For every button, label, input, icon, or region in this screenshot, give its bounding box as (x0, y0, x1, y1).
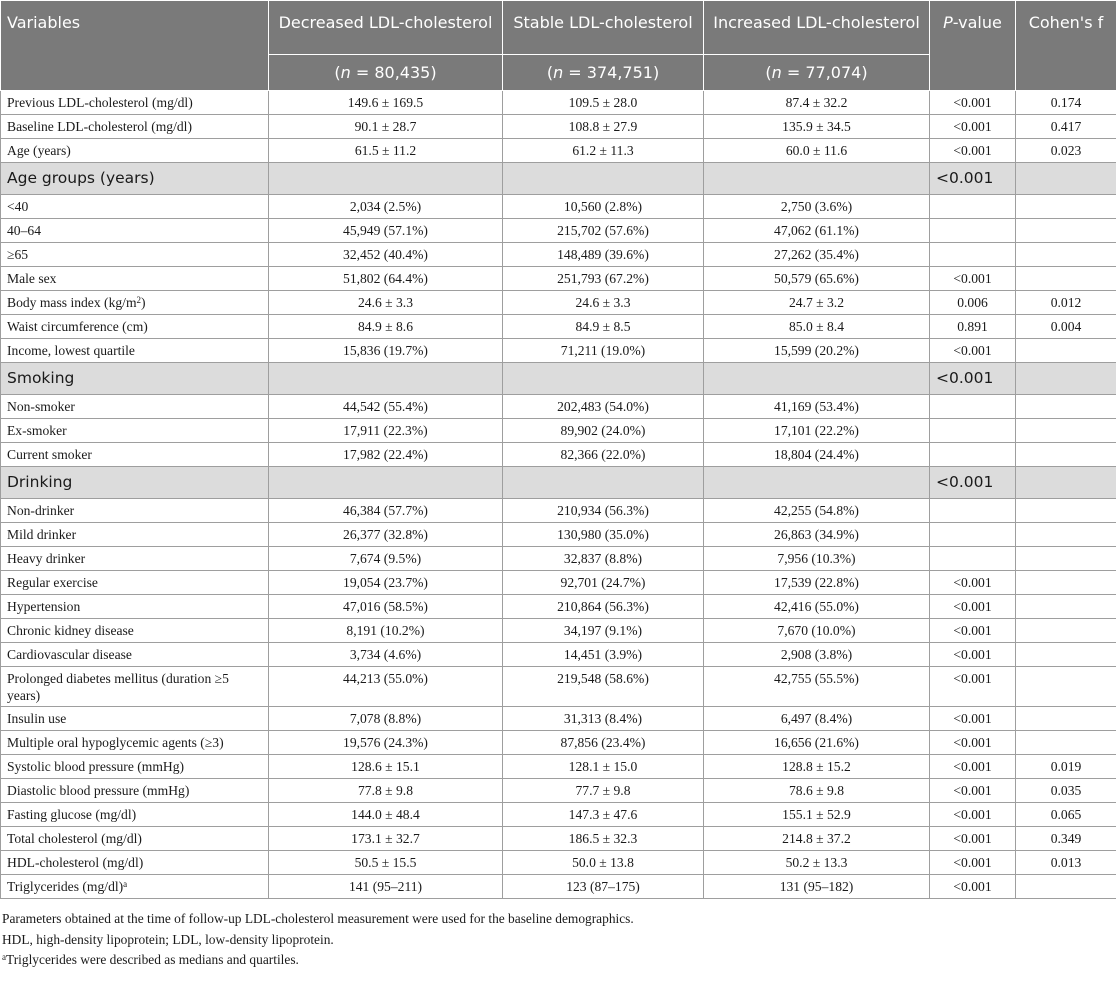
cell-increased: 7,670 (10.0%) (704, 619, 930, 643)
cell-increased: 42,755 (55.5%) (704, 667, 930, 707)
row-label: Income, lowest quartile (1, 339, 269, 363)
cell-decreased: 84.9 ± 8.6 (269, 315, 503, 339)
cell-p-value: <0.001 (930, 163, 1016, 195)
cell-decreased (269, 467, 503, 499)
cell-stable: 50.0 ± 13.8 (503, 851, 704, 875)
cell-cohens-f: 0.065 (1016, 803, 1116, 827)
row-label: Prolonged diabetes mellitus (duration ≥5 years) (1, 667, 269, 707)
cell-increased: 78.6 ± 9.8 (704, 779, 930, 803)
table-row (1, 667, 1116, 707)
cell-p-value: <0.001 (930, 571, 1016, 595)
cell-increased: 15,599 (20.2%) (704, 339, 930, 363)
cell-increased: 155.1 ± 52.9 (704, 803, 930, 827)
table-row (1, 339, 1116, 363)
table-group-row (1, 363, 1116, 395)
cell-increased (704, 363, 930, 395)
cell-p-value: <0.001 (930, 339, 1016, 363)
cell-cohens-f (1016, 443, 1116, 467)
cell-decreased: 149.6 ± 169.5 (269, 91, 503, 115)
cell-stable: 92,701 (24.7%) (503, 571, 704, 595)
cell-cohens-f (1016, 619, 1116, 643)
row-label: Current smoker (1, 443, 269, 467)
header-p-italic: P (943, 13, 953, 32)
row-label: Body mass index $(kg/m^2)$ (1, 291, 269, 315)
table-row (1, 643, 1116, 667)
cell-p-value: <0.001 (930, 643, 1016, 667)
row-label: HDL-cholesterol (mg/dl) (1, 851, 269, 875)
table-row (1, 523, 1116, 547)
cell-decreased: 144.0 ± 48.4 (269, 803, 503, 827)
cell-decreased: 19,054 (23.7%) (269, 571, 503, 595)
cell-p-value: <0.001 (930, 707, 1016, 731)
cell-decreased: 8,191 (10.2%) (269, 619, 503, 643)
cell-p-value: <0.001 (930, 467, 1016, 499)
cell-p-value (930, 243, 1016, 267)
cell-cohens-f (1016, 163, 1116, 195)
table-row (1, 803, 1116, 827)
table-row (1, 91, 1116, 115)
cell-stable: 31,313 (8.4%) (503, 707, 704, 731)
row-label: Age (years) (1, 139, 269, 163)
table-row (1, 499, 1116, 523)
row-label: Triglycerides $(mg/dl)^a$ (1, 875, 269, 899)
table-row (1, 731, 1116, 755)
row-label: Mild drinker (1, 523, 269, 547)
table-row (1, 419, 1116, 443)
cell-cohens-f: 0.023 (1016, 139, 1116, 163)
cell-decreased: 128.6 ± 15.1 (269, 755, 503, 779)
cell-increased: 42,255 (54.8%) (704, 499, 930, 523)
footnote-3: $^a$Triglycerides were described as medians and quartiles. (2, 952, 299, 967)
cell-increased: 24.7 ± 3.2 (704, 291, 930, 315)
row-label: Hypertension (1, 595, 269, 619)
cell-stable: 24.6 ± 3.3 (503, 291, 704, 315)
cell-cohens-f (1016, 243, 1116, 267)
cell-stable: 186.5 ± 32.3 (503, 827, 704, 851)
cell-decreased: 51,802 (64.4%) (269, 267, 503, 291)
row-label: Cardiovascular disease (1, 643, 269, 667)
header-increased: Increased LDL-cholesterol (704, 1, 930, 55)
cell-cohens-f (1016, 467, 1116, 499)
cell-increased: 17,539 (22.8%) (704, 571, 930, 595)
cell-decreased: 45,949 (57.1%) (269, 219, 503, 243)
cell-cohens-f: 0.012 (1016, 291, 1116, 315)
table-row (1, 707, 1116, 731)
cell-cohens-f: 0.349 (1016, 827, 1116, 851)
cell-decreased: 26,377 (32.8%) (269, 523, 503, 547)
cell-p-value: <0.001 (930, 267, 1016, 291)
cell-increased: 135.9 ± 34.5 (704, 115, 930, 139)
cell-stable: 14,451 (3.9%) (503, 643, 704, 667)
header-p-value (930, 1, 1016, 91)
cell-p-value (930, 443, 1016, 467)
cell-stable: 147.3 ± 47.6 (503, 803, 704, 827)
table-row (1, 395, 1116, 419)
cell-cohens-f (1016, 643, 1116, 667)
cell-cohens-f (1016, 219, 1116, 243)
row-label: Non-drinker (1, 499, 269, 523)
cell-cohens-f (1016, 667, 1116, 707)
footnote-1: Parameters obtained at the time of follow-up LDL-cholesterol measurement were used for the baseline demographics. (2, 911, 634, 926)
table-row (1, 115, 1116, 139)
cell-cohens-f (1016, 395, 1116, 419)
row-label: Waist circumference (cm) (1, 315, 269, 339)
cell-cohens-f (1016, 267, 1116, 291)
row-label: Smoking (1, 363, 269, 395)
cell-decreased: 47,016 (58.5%) (269, 595, 503, 619)
header-p-rest: -value (952, 13, 1002, 32)
cell-stable: 71,211 (19.0%) (503, 339, 704, 363)
row-label: Drinking (1, 467, 269, 499)
cell-cohens-f (1016, 571, 1116, 595)
cell-cohens-f (1016, 499, 1116, 523)
cell-p-value: <0.001 (930, 139, 1016, 163)
cell-cohens-f: 0.174 (1016, 91, 1116, 115)
cell-cohens-f (1016, 363, 1116, 395)
cell-stable: 128.1 ± 15.0 (503, 755, 704, 779)
row-label: Regular exercise (1, 571, 269, 595)
cell-increased: 2,750 (3.6%) (704, 195, 930, 219)
row-label: Baseline LDL-cholesterol (mg/dl) (1, 115, 269, 139)
cell-p-value: <0.001 (930, 875, 1016, 899)
cell-p-value (930, 195, 1016, 219)
cell-decreased: 173.1 ± 32.7 (269, 827, 503, 851)
row-label: Chronic kidney disease (1, 619, 269, 643)
cell-p-value: <0.001 (930, 755, 1016, 779)
cell-decreased: 24.6 ± 3.3 (269, 291, 503, 315)
cell-p-value: 0.891 (930, 315, 1016, 339)
cell-stable (503, 163, 704, 195)
cell-increased: 7,956 (10.3%) (704, 547, 930, 571)
row-label: Insulin use (1, 707, 269, 731)
cell-increased: 87.4 ± 32.2 (704, 91, 930, 115)
cell-decreased (269, 363, 503, 395)
cell-increased (704, 163, 930, 195)
cell-stable: 202,483 (54.0%) (503, 395, 704, 419)
cell-stable: 130,980 (35.0%) (503, 523, 704, 547)
cell-cohens-f (1016, 731, 1116, 755)
cell-p-value: <0.001 (930, 667, 1016, 707)
cell-cohens-f (1016, 523, 1116, 547)
cell-p-value: <0.001 (930, 851, 1016, 875)
cell-decreased (269, 163, 503, 195)
cell-increased: 18,804 (24.4%) (704, 443, 930, 467)
header-variables: Variables (1, 1, 269, 91)
row-label: 40–64 (1, 219, 269, 243)
cell-increased: 41,169 (53.4%) (704, 395, 930, 419)
cell-p-value: <0.001 (930, 595, 1016, 619)
table-group-row (1, 163, 1116, 195)
header-n-increased: (n = 77,074) (704, 55, 930, 91)
table-row (1, 619, 1116, 643)
cell-cohens-f (1016, 419, 1116, 443)
cell-p-value: <0.001 (930, 363, 1016, 395)
row-label: Non-smoker (1, 395, 269, 419)
cell-p-value: <0.001 (930, 619, 1016, 643)
cell-decreased: 44,542 (55.4%) (269, 395, 503, 419)
cell-cohens-f: 0.035 (1016, 779, 1116, 803)
cell-stable: 219,548 (58.6%) (503, 667, 704, 707)
header-n-stable: (n = 374,751) (503, 55, 704, 91)
cell-increased: 26,863 (34.9%) (704, 523, 930, 547)
cell-p-value: <0.001 (930, 803, 1016, 827)
cell-increased: 17,101 (22.2%) (704, 419, 930, 443)
header-cohens-f: Cohen's f (1016, 1, 1116, 91)
cell-increased: 214.8 ± 37.2 (704, 827, 930, 851)
table-footnotes (0, 909, 1116, 971)
cell-decreased: 17,982 (22.4%) (269, 443, 503, 467)
cell-decreased: 19,576 (24.3%) (269, 731, 503, 755)
cell-cohens-f (1016, 195, 1116, 219)
row-label: Systolic blood pressure (mmHg) (1, 755, 269, 779)
row-label: Ex-smoker (1, 419, 269, 443)
cell-stable: 32,837 (8.8%) (503, 547, 704, 571)
table-row (1, 139, 1116, 163)
cell-cohens-f (1016, 595, 1116, 619)
table-row (1, 547, 1116, 571)
cell-decreased: 141 (95–211) (269, 875, 503, 899)
row-label: Fasting glucose (mg/dl) (1, 803, 269, 827)
cell-p-value (930, 419, 1016, 443)
cell-decreased: 50.5 ± 15.5 (269, 851, 503, 875)
cell-p-value (930, 499, 1016, 523)
footnote-2: HDL, high-density lipoprotein; LDL, low-density lipoprotein. (2, 931, 334, 947)
cell-stable: 89,902 (24.0%) (503, 419, 704, 443)
table-row (1, 315, 1116, 339)
cell-increased: 128.8 ± 15.2 (704, 755, 930, 779)
cell-cohens-f (1016, 875, 1116, 899)
table-row (1, 571, 1116, 595)
row-label: Previous LDL-cholesterol (mg/dl) (1, 91, 269, 115)
cell-stable: 82,366 (22.0%) (503, 443, 704, 467)
cell-stable: 84.9 ± 8.5 (503, 315, 704, 339)
row-label: <40 (1, 195, 269, 219)
cell-cohens-f (1016, 707, 1116, 731)
cell-stable: 77.7 ± 9.8 (503, 779, 704, 803)
cell-stable: 61.2 ± 11.3 (503, 139, 704, 163)
table-header (1, 1, 1116, 91)
row-label: Multiple oral hypoglycemic agents (≥3) (1, 731, 269, 755)
cell-cohens-f: 0.013 (1016, 851, 1116, 875)
cell-cohens-f: 0.004 (1016, 315, 1116, 339)
cell-decreased: 90.1 ± 28.7 (269, 115, 503, 139)
cell-stable: 215,702 (57.6%) (503, 219, 704, 243)
cell-p-value (930, 395, 1016, 419)
table-row (1, 443, 1116, 467)
row-label: Total cholesterol (mg/dl) (1, 827, 269, 851)
header-stable: Stable LDL-cholesterol (503, 1, 704, 55)
cell-increased: 42,416 (55.0%) (704, 595, 930, 619)
cell-stable: 210,864 (56.3%) (503, 595, 704, 619)
row-label: Diastolic blood pressure (mmHg) (1, 779, 269, 803)
cell-stable: 10,560 (2.8%) (503, 195, 704, 219)
table-body (1, 91, 1116, 899)
cell-decreased: 15,836 (19.7%) (269, 339, 503, 363)
cell-decreased: 46,384 (57.7%) (269, 499, 503, 523)
cell-p-value (930, 547, 1016, 571)
table-row (1, 755, 1116, 779)
cell-p-value (930, 523, 1016, 547)
cell-stable: 109.5 ± 28.0 (503, 91, 704, 115)
cell-stable: 123 (87–175) (503, 875, 704, 899)
cell-increased: 85.0 ± 8.4 (704, 315, 930, 339)
header-n-decreased: (n = 80,435) (269, 55, 503, 91)
cell-p-value: <0.001 (930, 731, 1016, 755)
table-row (1, 779, 1116, 803)
table-row (1, 875, 1116, 899)
cell-stable: 34,197 (9.1%) (503, 619, 704, 643)
cell-cohens-f (1016, 547, 1116, 571)
table-row (1, 243, 1116, 267)
cell-decreased: 2,034 (2.5%) (269, 195, 503, 219)
cell-increased: 131 (95–182) (704, 875, 930, 899)
cell-decreased: 3,734 (4.6%) (269, 643, 503, 667)
cell-increased: 6,497 (8.4%) (704, 707, 930, 731)
table-group-row (1, 467, 1116, 499)
table-row (1, 267, 1116, 291)
cell-p-value: <0.001 (930, 779, 1016, 803)
cell-stable: 148,489 (39.6%) (503, 243, 704, 267)
cell-increased: 16,656 (21.6%) (704, 731, 930, 755)
cell-stable: 108.8 ± 27.9 (503, 115, 704, 139)
cell-increased: 47,062 (61.1%) (704, 219, 930, 243)
cell-cohens-f (1016, 339, 1116, 363)
table-row (1, 291, 1116, 315)
cell-increased (704, 467, 930, 499)
row-label: Heavy drinker (1, 547, 269, 571)
cell-cohens-f: 0.417 (1016, 115, 1116, 139)
cell-increased: 60.0 ± 11.6 (704, 139, 930, 163)
cell-increased: 50.2 ± 13.3 (704, 851, 930, 875)
cell-p-value: <0.001 (930, 827, 1016, 851)
cell-p-value: 0.006 (930, 291, 1016, 315)
cell-decreased: 17,911 (22.3%) (269, 419, 503, 443)
cell-decreased: 44,213 (55.0%) (269, 667, 503, 707)
cell-decreased: 32,452 (40.4%) (269, 243, 503, 267)
table-row (1, 851, 1116, 875)
table-row (1, 595, 1116, 619)
cell-stable (503, 467, 704, 499)
cell-increased: 50,579 (65.6%) (704, 267, 930, 291)
table-row (1, 827, 1116, 851)
cell-stable: 251,793 (67.2%) (503, 267, 704, 291)
cell-p-value: <0.001 (930, 91, 1016, 115)
table-row (1, 219, 1116, 243)
cell-stable (503, 363, 704, 395)
row-label: Male sex (1, 267, 269, 291)
table-row (1, 195, 1116, 219)
cell-decreased: 77.8 ± 9.8 (269, 779, 503, 803)
cell-stable: 210,934 (56.3%) (503, 499, 704, 523)
cell-increased: 2,908 (3.8%) (704, 643, 930, 667)
cell-decreased: 7,078 (8.8%) (269, 707, 503, 731)
cell-decreased: 61.5 ± 11.2 (269, 139, 503, 163)
cell-cohens-f: 0.019 (1016, 755, 1116, 779)
header-decreased: Decreased LDL-cholesterol (269, 1, 503, 55)
cell-decreased: 7,674 (9.5%) (269, 547, 503, 571)
cell-stable: 87,856 (23.4%) (503, 731, 704, 755)
row-label: Age groups (years) (1, 163, 269, 195)
cell-p-value (930, 219, 1016, 243)
cell-p-value: <0.001 (930, 115, 1016, 139)
cell-increased: 27,262 (35.4%) (704, 243, 930, 267)
row-label: ≥65 (1, 243, 269, 267)
